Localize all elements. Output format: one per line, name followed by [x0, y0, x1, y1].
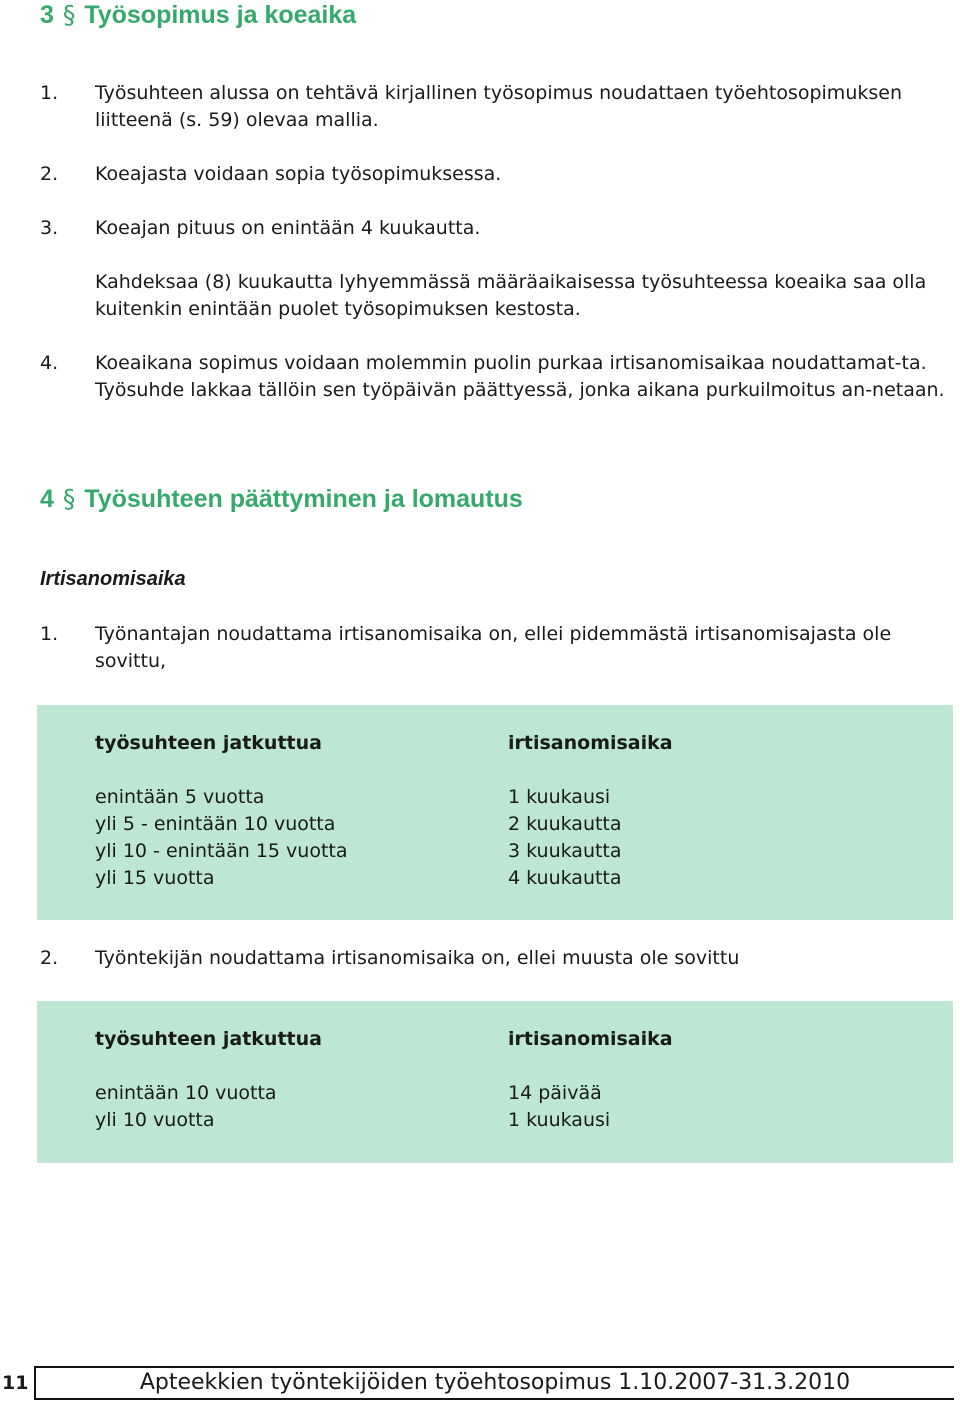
item-number: 2. — [40, 163, 59, 185]
page-number: 11 — [0, 1366, 36, 1400]
duration-column — [95, 1026, 322, 1134]
item-text: Koeaikana sopimus voidaan molemmin puolin purkaa irtisanomisaikaa noudattamat-ta. Työsuhde lakkaa tällöin sen työpäivän päättyessä, jonka aikana purkuilmoitus an-netaan. — [95, 352, 945, 401]
item-text: Työntekijän noudattama irtisanomisaika on, ellei muusta ole sovittu — [95, 947, 740, 969]
page-footer — [0, 1366, 960, 1400]
item-number: 4. — [40, 352, 59, 374]
section-4-heading — [40, 484, 523, 514]
list-item-3-2 — [40, 161, 952, 188]
item-3-3-extra-paragraph: Kahdeksaa (8) kuukautta lyhyemmässä määräaikaisessa työsuhteessa koeaika saa olla kuitenkin enintään puolet työsopimuksen kestosta. — [95, 271, 927, 320]
duration-column — [95, 730, 348, 892]
section-title: Työsopimus ja koeaika — [84, 1, 357, 29]
list-item-4-1 — [40, 621, 952, 675]
section-3-heading — [40, 0, 356, 30]
table-cell: 4 kuukautta — [508, 867, 622, 889]
column-header: työsuhteen jatkuttua — [95, 732, 322, 754]
item-text: Koeajan pituus on enintään 4 kuukautta. — [95, 217, 481, 239]
footer-title: Apteekkien työntekijöiden työehtosopimus 1.10.2007-31.3.2010 — [36, 1366, 954, 1400]
item-number: 2. — [40, 947, 59, 969]
table-cell: enintään 10 vuotta — [95, 1082, 277, 1104]
column-header: irtisanomisaika — [508, 1028, 673, 1050]
list-item-3-4 — [40, 350, 952, 404]
section-symbol: § — [62, 484, 76, 513]
table-cell: enintään 5 vuotta — [95, 786, 265, 808]
item-number: 1. — [40, 623, 59, 645]
section-number: 4 — [40, 485, 54, 513]
item-number: 1. — [40, 82, 59, 104]
table-cell: yli 10 vuotta — [95, 1109, 215, 1131]
item-number: 3. — [40, 217, 59, 239]
table-cell: yli 10 - enintään 15 vuotta — [95, 840, 348, 862]
section-title: Työsuhteen päättyminen ja lomautus — [84, 485, 523, 513]
table-cell: 3 kuukautta — [508, 840, 622, 862]
list-item-4-2 — [40, 945, 952, 972]
section-number: 3 — [40, 1, 54, 29]
item-text: Työsuhteen alussa on tehtävä kirjallinen työsopimus noudattaen työehtosopimuksen liitteenä (s. 59) olevaa mallia. — [95, 82, 902, 131]
item-text: Koeajasta voidaan sopia työsopimuksessa. — [95, 163, 502, 185]
table-cell: yli 15 vuotta — [95, 867, 215, 889]
table-cell: 2 kuukautta — [508, 813, 622, 835]
notice-table-employee — [37, 1001, 953, 1163]
notice-column — [508, 1026, 673, 1134]
table-cell: 14 päivää — [508, 1082, 602, 1104]
table-cell: 1 kuukausi — [508, 1109, 611, 1131]
table-cell: 1 kuukausi — [508, 786, 611, 808]
list-item-3-3 — [40, 215, 952, 242]
list-item-3-1 — [40, 80, 952, 134]
notice-column — [508, 730, 673, 892]
column-header: työsuhteen jatkuttua — [95, 1028, 322, 1050]
subheading-irtisanomisaika: Irtisanomisaika — [40, 568, 186, 590]
table-cell: yli 5 - enintään 10 vuotta — [95, 813, 336, 835]
notice-table-employer — [37, 705, 953, 920]
column-header: irtisanomisaika — [508, 732, 673, 754]
item-text: Työnantajan noudattama irtisanomisaika on, ellei pidemmästä irtisanomisajasta ole sovittu, — [95, 623, 892, 672]
section-symbol: § — [62, 0, 76, 29]
